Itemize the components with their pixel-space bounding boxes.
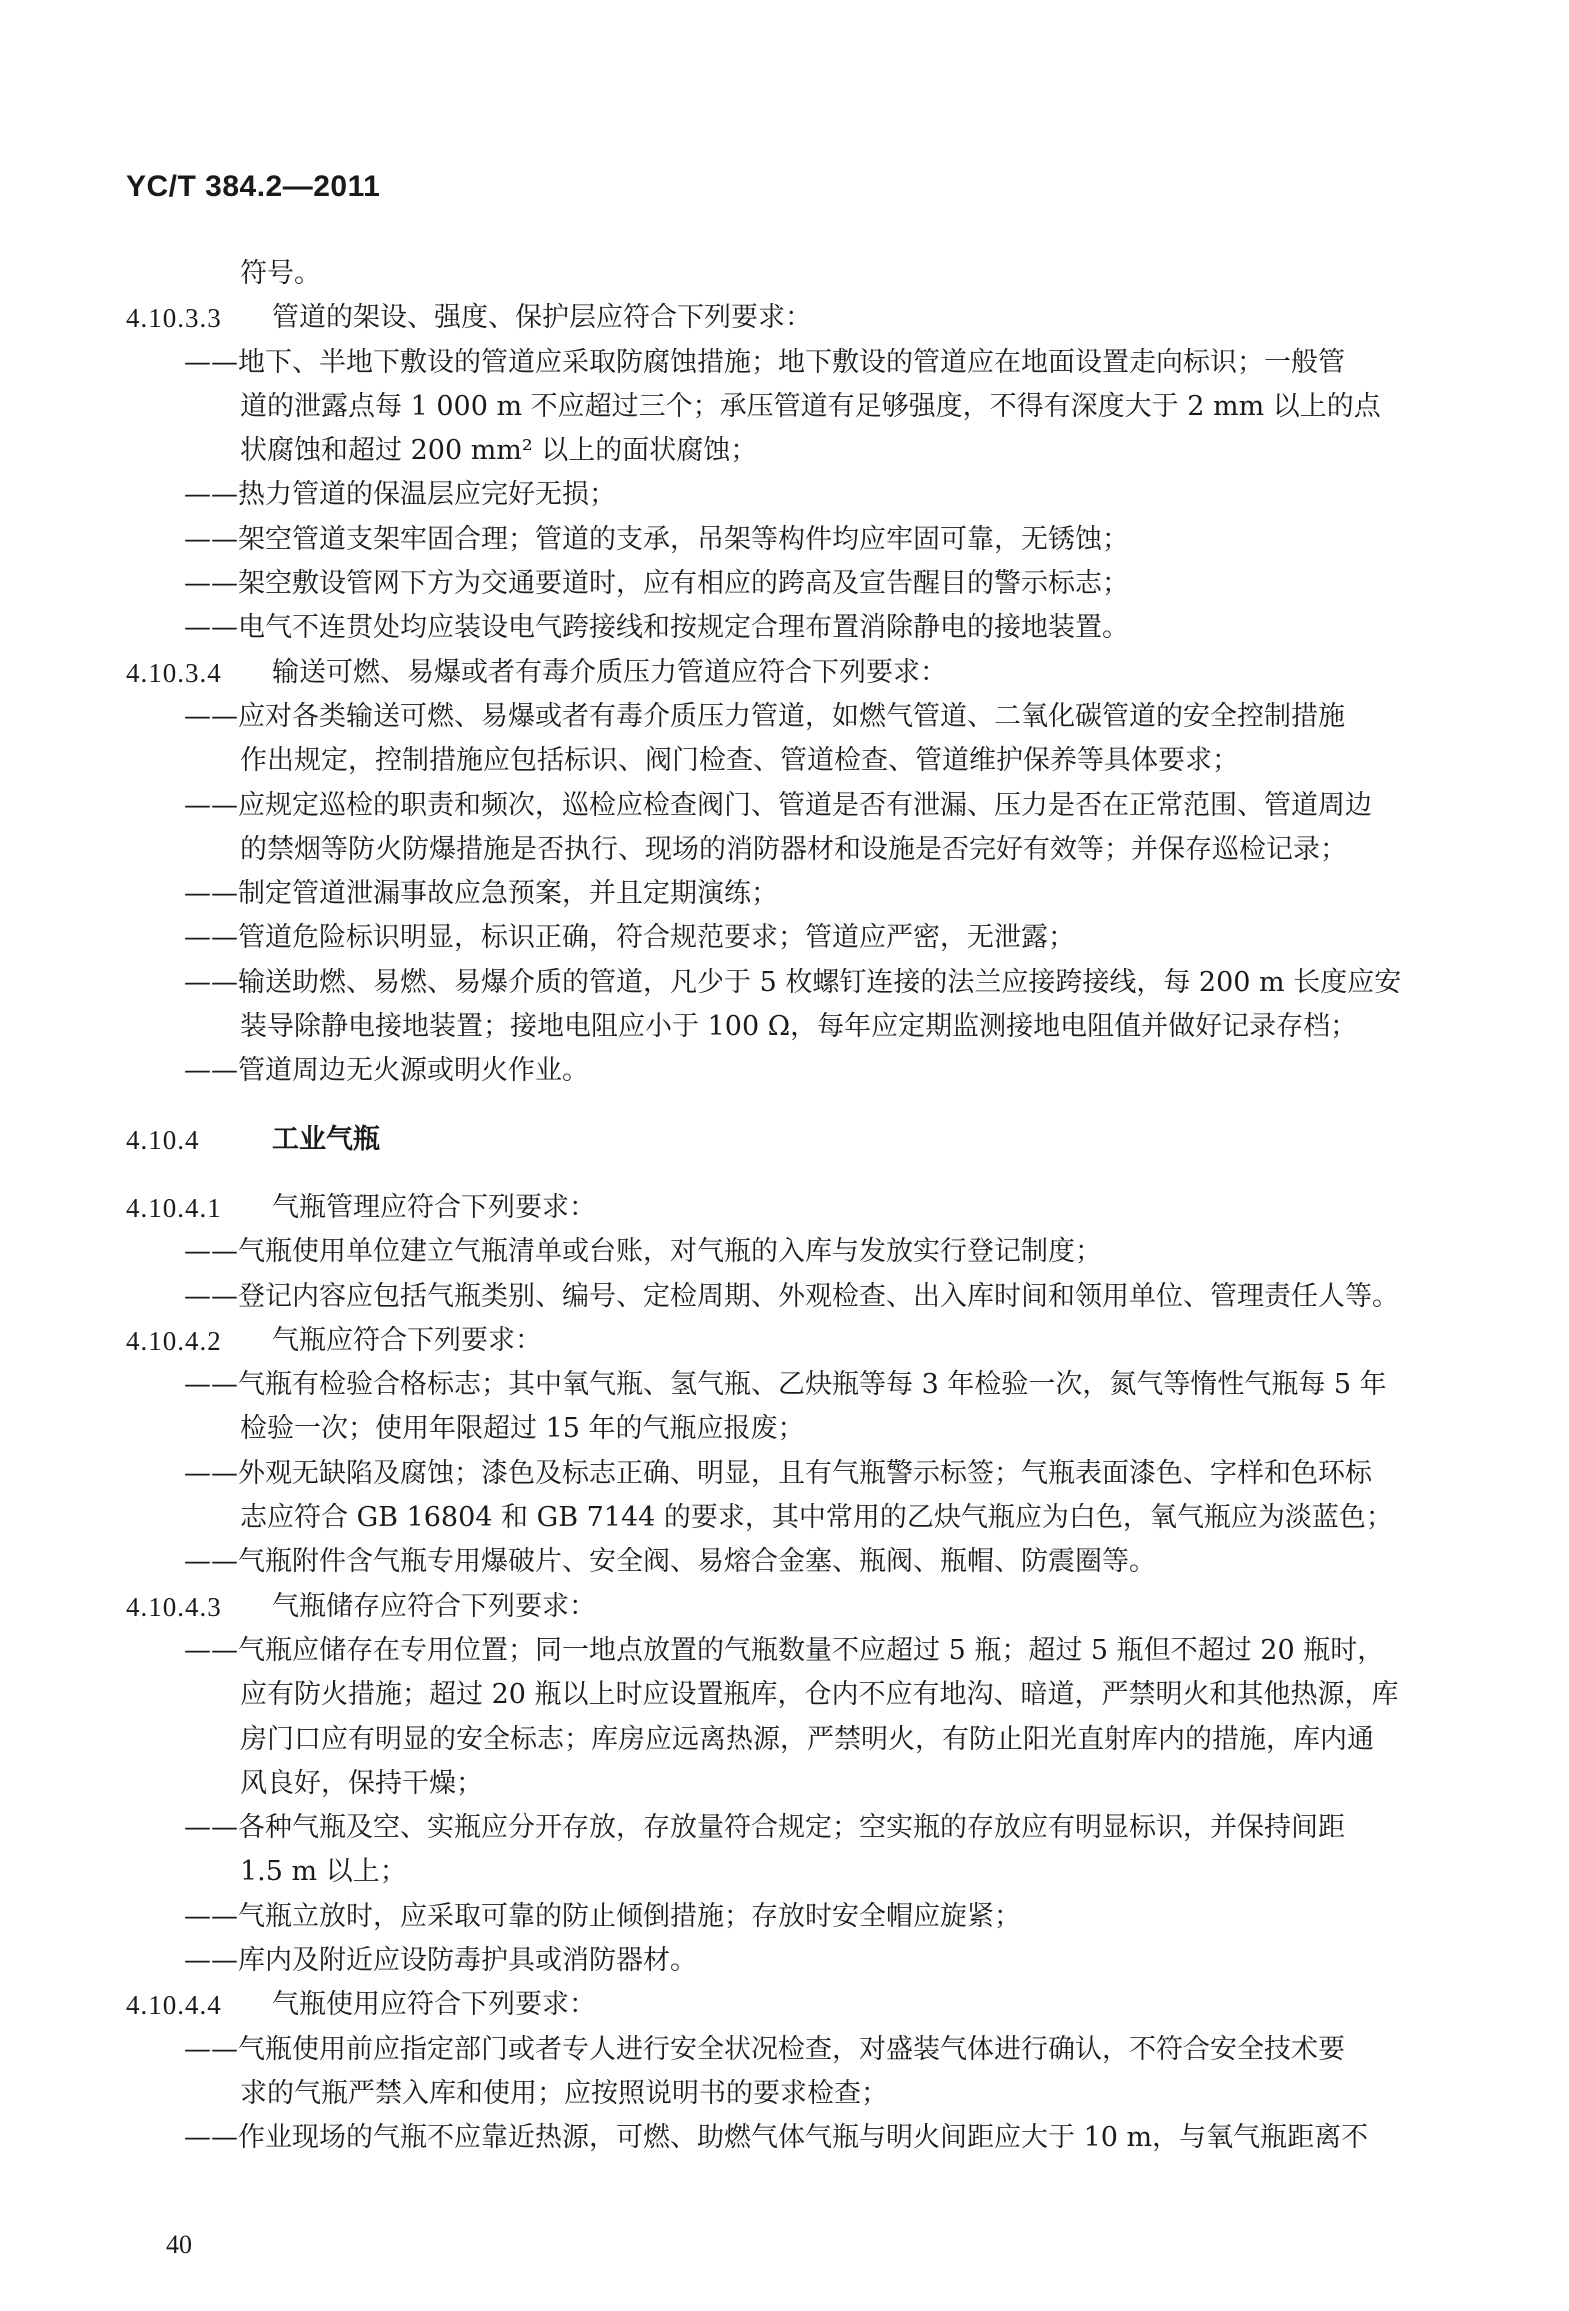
clause-number: 4.10.4.4 bbox=[126, 1990, 222, 2021]
clause-number: 4.10.4.2 bbox=[126, 1325, 222, 1356]
text-line: 装导除静电接地装置；接地电阻应小于 100 Ω，每年应定期监测接地电阻值并做好记录存档； bbox=[240, 1011, 1358, 1043]
clause-4-10-4-3 bbox=[126, 1585, 1386, 1629]
section-number: 4.10.4 bbox=[126, 1124, 200, 1155]
text-line: 志应符合 GB 16804 和 GB 7144 的要求，其中常用的乙炔气瓶应为白色，氧气瓶应为淡蓝色； bbox=[240, 1502, 1393, 1534]
list-item: ——地下、半地下敷设的管道应采取防腐蚀措施；地下敷设的管道应在地面设置走向标识；一般管 bbox=[184, 346, 1345, 378]
list-item: ——应规定巡检的职责和频次，巡检应检查阀门、管道是否有泄漏、压力是否在正常范围、管道周边 bbox=[184, 789, 1372, 821]
list-item: ——气瓶使用前应指定部门或者专人进行安全状况检查，对盛装气体进行确认，不符合安全技术要 bbox=[184, 2033, 1345, 2065]
text-line: 作出规定，控制措施应包括标识、阀门检查、管道检查、管道维护保养等具体要求； bbox=[240, 745, 1239, 777]
clause-title: 管道的架设、强度、保护层应符合下列要求： bbox=[272, 302, 812, 334]
section-title: 工业气瓶 bbox=[272, 1123, 380, 1155]
list-item: ——热力管道的保温层应完好无损； bbox=[184, 479, 616, 511]
body-text bbox=[126, 252, 1402, 2160]
clause-4-10-3-4 bbox=[126, 651, 1386, 695]
clause-number: 4.10.3.4 bbox=[126, 657, 222, 688]
clause-number: 4.10.4.1 bbox=[126, 1192, 222, 1223]
clause-4-10-4-1 bbox=[126, 1186, 1386, 1230]
clause-number: 4.10.3.3 bbox=[126, 303, 222, 334]
text-line: 求的气瓶严禁入库和使用；应按照说明书的要求检查； bbox=[240, 2077, 888, 2109]
list-item: ——库内及附近应设防毒护具或消防器材。 bbox=[184, 1944, 697, 1976]
clause-4-10-3-3 bbox=[126, 296, 1386, 340]
section-4-10-4-heading bbox=[126, 1118, 1386, 1162]
list-item: ——气瓶有检验合格标志；其中氧气瓶、氢气瓶、乙炔瓶等每 3 年检验一次，氮气等惰性气瓶每 5 年 bbox=[184, 1369, 1387, 1401]
list-item: ——气瓶使用单位建立气瓶清单或台账，对气瓶的入库与发放实行登记制度； bbox=[184, 1236, 1102, 1268]
list-item: ——管道危险标识明显，标识正确，符合规范要求；管道应严密，无泄露； bbox=[184, 922, 1075, 954]
clause-title: 气瓶管理应符合下列要求： bbox=[272, 1191, 596, 1223]
text-line: 符号。 bbox=[240, 258, 321, 289]
text-line: 道的泄露点每 1 000 m 不应超过三个；承压管道有足够强度，不得有深度大于 2 mm 以上的点 bbox=[240, 390, 1381, 422]
list-item: ——气瓶附件含气瓶专用爆破片、安全阀、易熔合金塞、瓶阀、瓶帽、防震圈等。 bbox=[184, 1546, 1156, 1578]
clause-title: 气瓶应符合下列要求： bbox=[272, 1324, 542, 1356]
list-item: ——制定管道泄漏事故应急预案，并且定期演练； bbox=[184, 878, 778, 910]
list-item: ——气瓶应储存在专用位置；同一地点放置的气瓶数量不应超过 5 瓶；超过 5 瓶但不超过 20 瓶时， bbox=[184, 1634, 1385, 1666]
list-item: ——应对各类输送可燃、易爆或者有毒介质压力管道，如燃气管道、二氧化碳管道的安全控制措施 bbox=[184, 700, 1345, 732]
list-item: ——架空敷设管网下方为交通要道时，应有相应的跨高及宣告醒目的警示标志； bbox=[184, 568, 1129, 600]
list-item: ——电气不连贯处均应装设电气跨接线和按规定合理布置消除静电的接地装置。 bbox=[184, 612, 1129, 644]
list-item: ——输送助燃、易燃、易爆介质的管道，凡少于 5 枚螺钉连接的法兰应接跨接线，每 200 m 长度应安 bbox=[184, 966, 1402, 998]
list-item: ——作业现场的气瓶不应靠近热源，可燃、助燃气体气瓶与明火间距应大于 10 m，与氧气瓶距离不 bbox=[184, 2122, 1369, 2154]
text-line: 风良好，保持干燥； bbox=[240, 1767, 483, 1799]
clause-4-10-4-2 bbox=[126, 1319, 1386, 1363]
text-line: 应有防火措施；超过 20 瓶以上时应设置瓶库，仓内不应有地沟、暗道，严禁明火和其他热源，库 bbox=[240, 1679, 1399, 1711]
text-line: 的禁烟等防火防爆措施是否执行、现场的消防器材和设施是否完好有效等；并保存巡检记录； bbox=[240, 833, 1347, 865]
standard-code: YC/T 384.2—2011 bbox=[126, 170, 381, 203]
list-item: ——外观无缺陷及腐蚀；漆色及标志正确、明显，且有气瓶警示标签；气瓶表面漆色、字样和色环标 bbox=[184, 1457, 1372, 1489]
clause-4-10-4-4 bbox=[126, 1983, 1386, 2027]
clause-number: 4.10.4.3 bbox=[126, 1591, 222, 1622]
text-line: 房门口应有明显的安全标志；库房应远离热源，严禁明火，有防止阳光直射库内的措施，库内通 bbox=[240, 1723, 1374, 1755]
clause-title: 气瓶使用应符合下列要求： bbox=[272, 1989, 596, 2021]
list-item: ——架空管道支架牢固合理；管道的支承，吊架等构件均应牢固可靠，无锈蚀； bbox=[184, 523, 1129, 555]
text-line: 1.5 m 以上； bbox=[240, 1856, 407, 1888]
list-item: ——登记内容应包括气瓶类别、编号、定检周期、外观检查、出入库时间和领用单位、管理责任人等。 bbox=[184, 1280, 1399, 1312]
clause-title: 输送可燃、易爆或者有毒介质压力管道应符合下列要求： bbox=[272, 656, 947, 688]
list-item: ——管道周边无火源或明火作业。 bbox=[184, 1055, 589, 1087]
list-item: ——各种气瓶及空、实瓶应分开存放，存放量符合规定；空实瓶的存放应有明显标识，并保持间距 bbox=[184, 1812, 1345, 1844]
text-line: 检验一次；使用年限超过 15 年的气瓶应报废； bbox=[240, 1413, 805, 1445]
list-item: ——气瓶立放时，应采取可靠的防止倾倒措施；存放时安全帽应旋紧； bbox=[184, 1900, 1021, 1932]
page-number: 40 bbox=[166, 2230, 192, 2259]
text-line: 状腐蚀和超过 200 mm² 以上的面状腐蚀； bbox=[240, 435, 758, 467]
clause-title: 气瓶储存应符合下列要求： bbox=[272, 1590, 596, 1622]
